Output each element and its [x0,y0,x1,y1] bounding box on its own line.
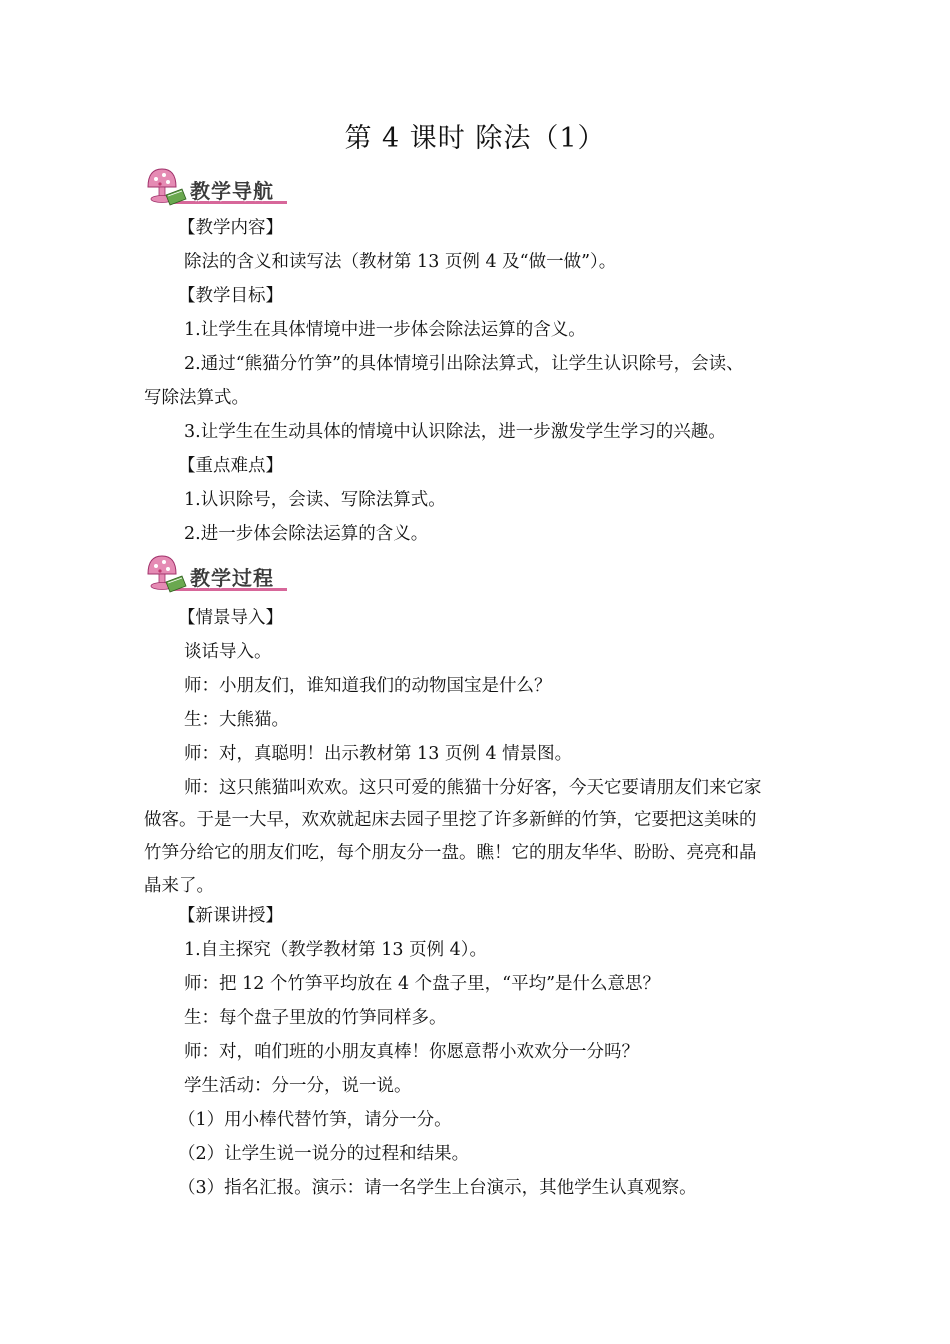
text-line: 2.进一步体会除法运算的含义。 [184,524,429,544]
text-line: 生：每个盘子里放的竹笋同样多。 [184,1008,447,1028]
text-line: 2.通过“熊猫分竹笋”的具体情境引出除法算式，让学生认识除号，会读、 [184,354,744,374]
text-line: 师：对，咱们班的小朋友真棒！你愿意帮小欢欢分一分吗？ [184,1042,639,1062]
heading-new-lesson: 【新课讲授】 [178,906,283,926]
text-line: （3）指名汇报。演示：请一名学生上台演示，其他学生认真观察。 [178,1178,697,1198]
text-line: （1）用小棒代替竹笋，请分一分。 [178,1110,452,1130]
text-line: 竹笋分给它的朋友们吃，每个朋友分一盘。瞧！它的朋友华华、盼盼、亮亮和晶 [144,843,757,863]
text-line: 谈话导入。 [184,642,272,662]
section-header-label: 教学导航 [190,179,274,203]
text-line: 学生活动：分一分，说一说。 [184,1076,412,1096]
text-line: 师：这只熊猫叫欢欢。这只可爱的熊猫十分好客，今天它要请朋友们来它家 [184,778,762,798]
heading-scenario-intro: 【情景导入】 [178,608,283,628]
section-header-nav [142,165,292,211]
text-line: 晶来了。 [144,876,214,896]
text-line: 3.让学生在生动具体的情境中认识除法，进一步激发学生学习的兴趣。 [184,422,726,442]
page-title: 第 4 课时 除法（1） [344,123,606,154]
section-header-label: 教学过程 [190,566,274,590]
text-line: 除法的含义和读写法（教材第 13 页例 4 及“做一做”）。 [184,252,617,272]
text-line: 写除法算式。 [144,388,249,408]
section-header-process [142,552,292,598]
text-line: 生：大熊猫。 [184,710,289,730]
text-line: （2）让学生说一说分的过程和结果。 [178,1144,470,1164]
text-line: 师：把 12 个竹笋平均放在 4 个盘子里，“平均”是什么意思？ [184,974,661,994]
text-line: 1.让学生在具体情境中进一步体会除法运算的含义。 [184,320,586,340]
heading-teaching-goals: 【教学目标】 [178,286,283,306]
text-line: 师：对，真聪明！出示教材第 13 页例 4 情景图。 [184,744,573,764]
heading-teaching-content: 【教学内容】 [178,218,283,238]
text-line: 1.认识除号，会读、写除法算式。 [184,490,446,510]
text-line: 师：小朋友们，谁知道我们的动物国宝是什么？ [184,676,552,696]
heading-key-points: 【重点难点】 [178,456,283,476]
text-line: 1.自主探究（教学教材第 13 页例 4）。 [184,940,488,960]
text-line: 做客。于是一大早，欢欢就起床去园子里挖了许多新鲜的竹笋，它要把这美味的 [144,810,757,830]
